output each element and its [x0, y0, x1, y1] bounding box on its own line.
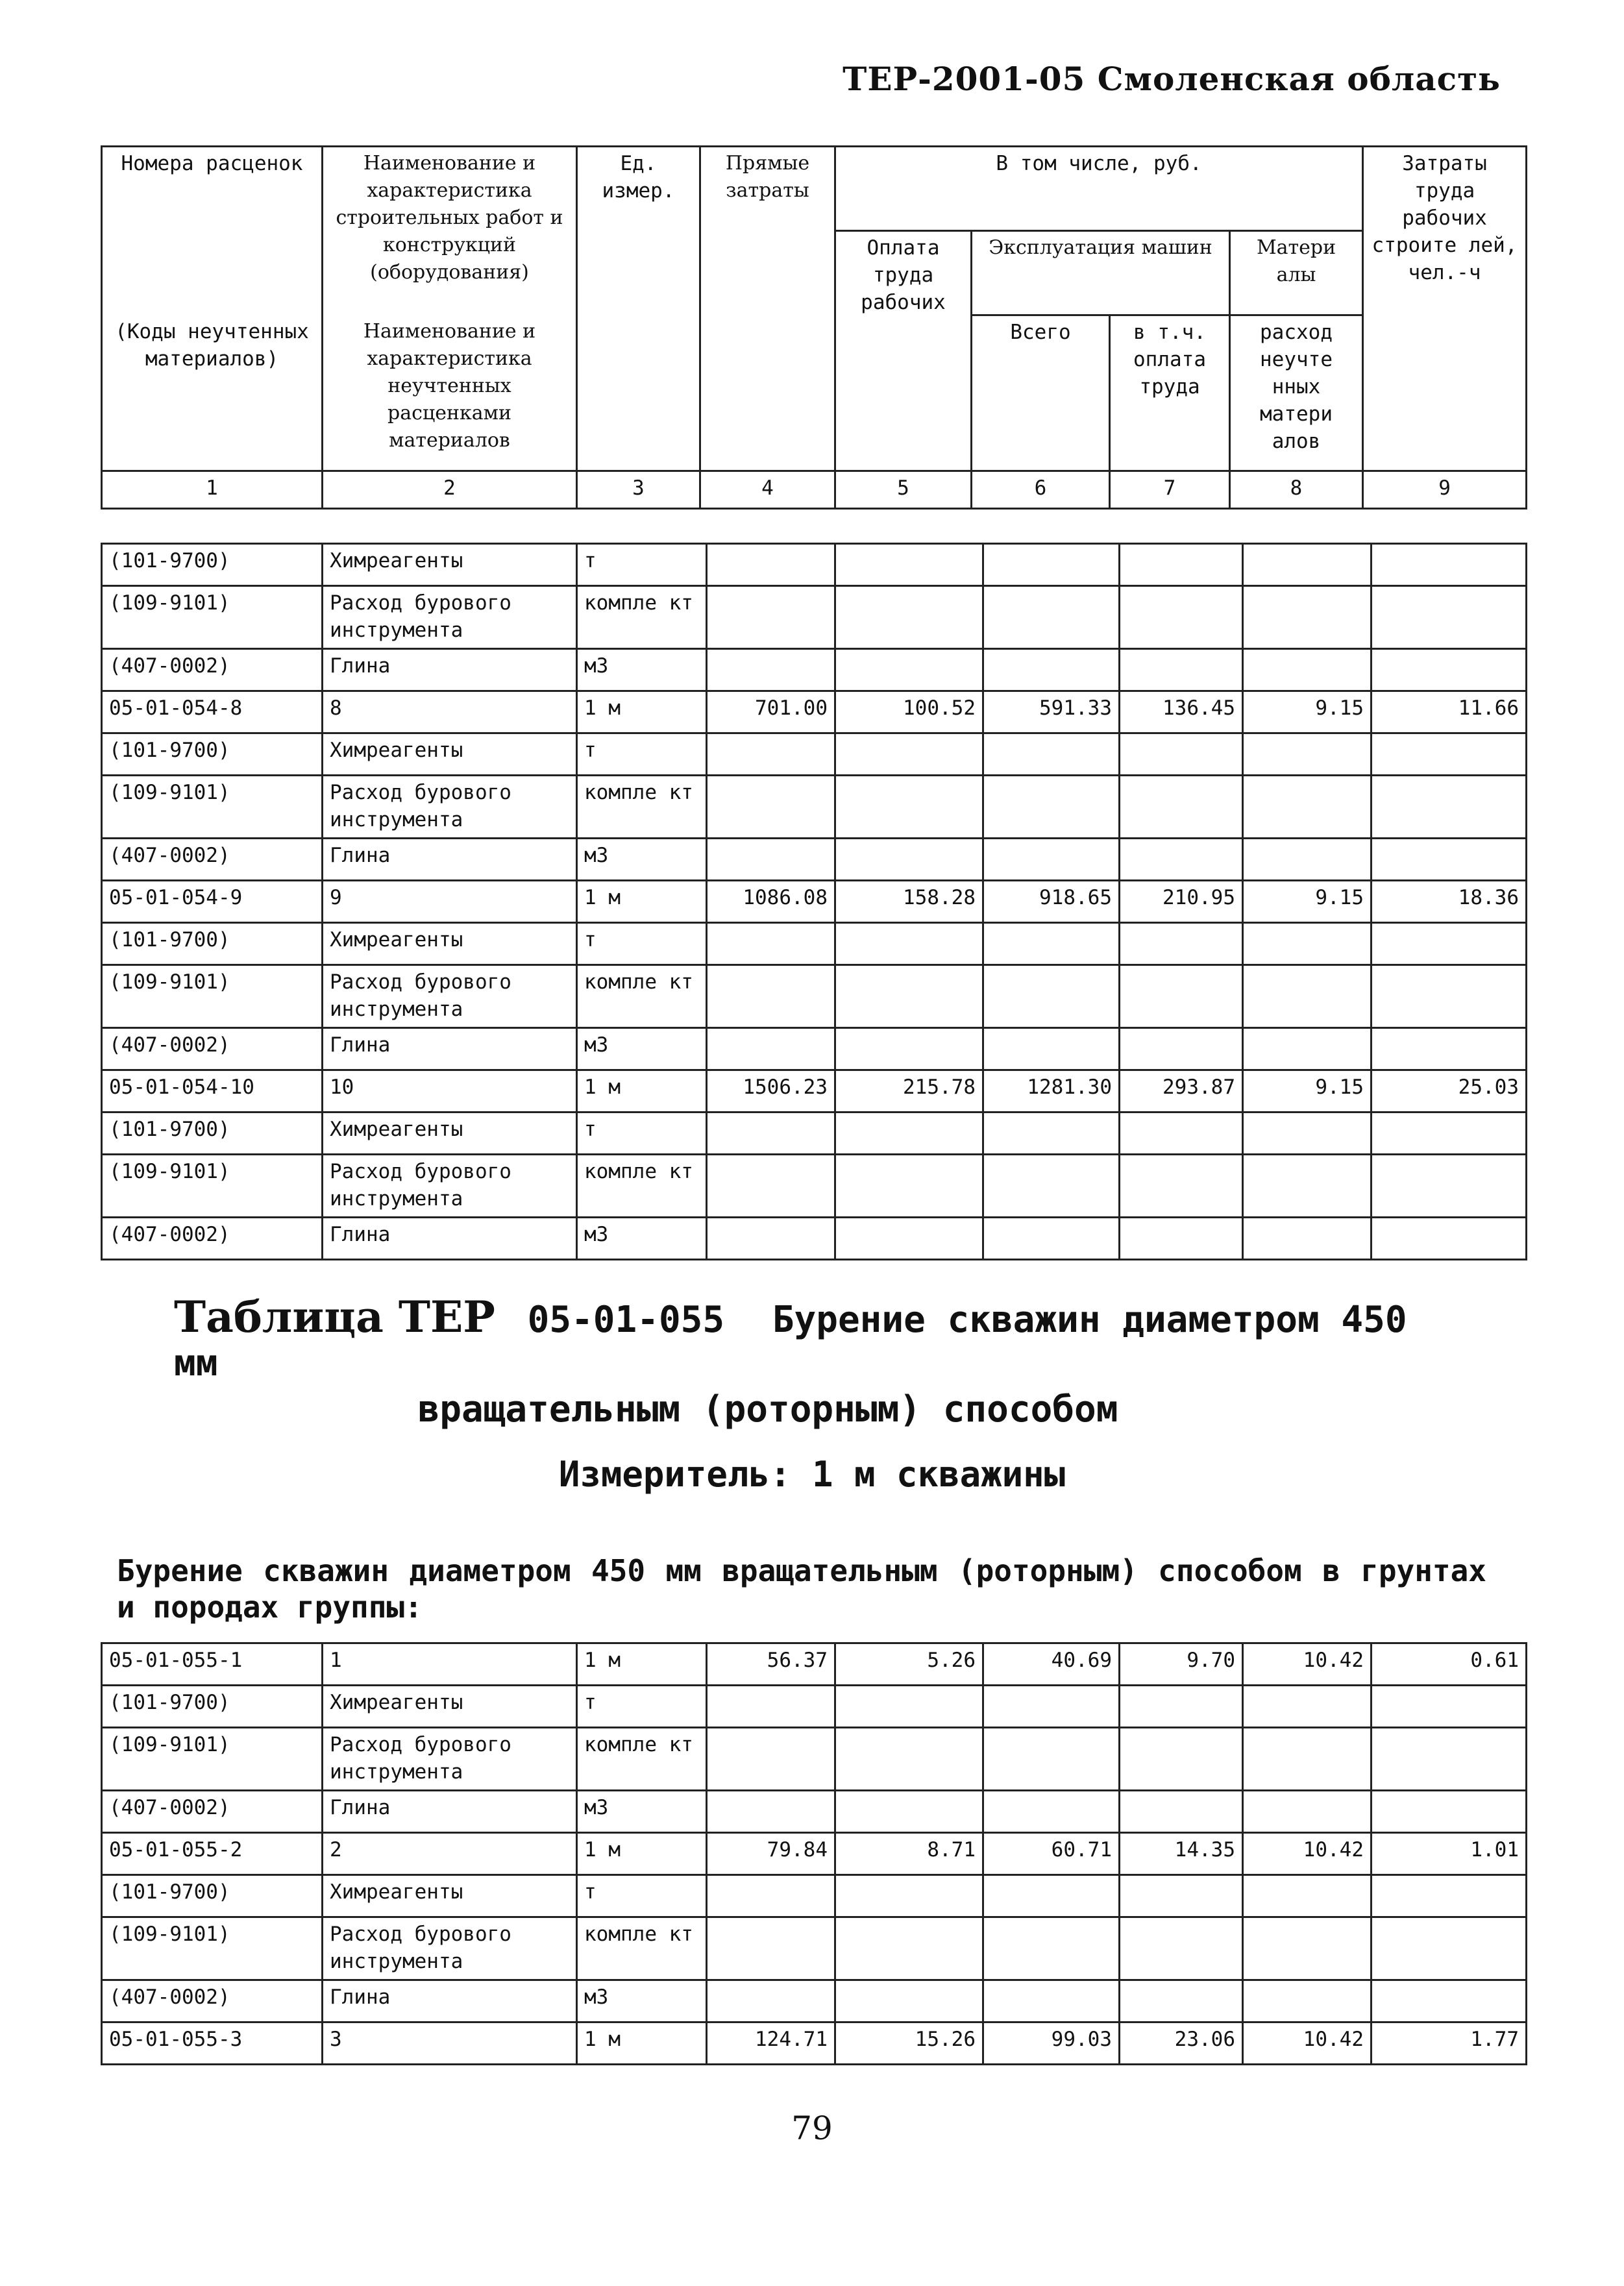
name-cell: 1	[323, 1643, 577, 1686]
value-cell	[1372, 1218, 1527, 1260]
name-cell: Глина	[323, 1791, 577, 1833]
value-cell: 9.15	[1243, 1070, 1372, 1112]
unit-cell: компле кт	[577, 776, 707, 839]
value-cell	[1243, 544, 1372, 586]
name-cell: Расход бурового инструмента	[323, 1155, 577, 1218]
value-cell	[983, 1155, 1120, 1218]
value-cell	[835, 923, 983, 965]
value-cell	[983, 649, 1120, 691]
value-cell	[1372, 1728, 1527, 1791]
value-cell	[1372, 544, 1527, 586]
value-cell	[983, 586, 1120, 649]
name-cell: Расход бурового инструмента	[323, 586, 577, 649]
value-cell	[1120, 1155, 1243, 1218]
rate-code-cell: (109-9101)	[102, 965, 323, 1028]
header-materials: Матери алы	[1230, 231, 1363, 315]
unit-cell: 1 м	[577, 881, 707, 923]
column-number: 2	[323, 471, 577, 509]
unit-cell: 1 м	[577, 2022, 707, 2065]
value-cell	[707, 1028, 835, 1070]
value-cell	[983, 923, 1120, 965]
value-cell	[1372, 1686, 1527, 1728]
value-cell	[1243, 839, 1372, 881]
table-row	[102, 733, 1527, 776]
column-number: 3	[577, 471, 700, 509]
value-cell	[1243, 1028, 1372, 1070]
value-cell	[707, 1686, 835, 1728]
rates-table-055	[101, 1642, 1527, 2065]
unit-cell: т	[577, 923, 707, 965]
value-cell: 10.42	[1243, 1643, 1372, 1686]
name-cell: 3	[323, 2022, 577, 2065]
unit-cell: т	[577, 1112, 707, 1155]
value-cell: 18.36	[1372, 881, 1527, 923]
header-machines-total: Всего	[972, 315, 1110, 471]
unit-cell: компле кт	[577, 965, 707, 1028]
unit-cell: 1 м	[577, 1643, 707, 1686]
value-cell	[835, 649, 983, 691]
name-cell: Химреагенты	[323, 1686, 577, 1728]
table-title-text: Бурение скважин диаметром 450 мм	[174, 1299, 1407, 1384]
name-cell: Глина	[323, 1218, 577, 1260]
value-cell	[1243, 1791, 1372, 1833]
table-title-text-line2: вращательным (роторным) способом	[417, 1388, 1118, 1431]
value-cell: 293.87	[1120, 1070, 1243, 1112]
value-cell	[1372, 1875, 1527, 1917]
value-cell	[1243, 1218, 1372, 1260]
table-row	[102, 1980, 1527, 2022]
name-cell: Расход бурового инструмента	[323, 1728, 577, 1791]
name-cell: 9	[323, 881, 577, 923]
table-row	[102, 1643, 1527, 1686]
value-cell	[835, 586, 983, 649]
value-cell	[1372, 839, 1527, 881]
page-number: 79	[791, 2109, 833, 2147]
value-cell: 215.78	[835, 1070, 983, 1112]
value-cell: 60.71	[983, 1833, 1120, 1875]
name-cell: 2	[323, 1833, 577, 1875]
value-cell	[1120, 649, 1243, 691]
value-cell	[1120, 1980, 1243, 2022]
rate-code-cell: (407-0002)	[102, 649, 323, 691]
value-cell	[1120, 1875, 1243, 1917]
value-cell	[1120, 733, 1243, 776]
rate-code-cell: (101-9700)	[102, 1875, 323, 1917]
value-cell	[983, 1875, 1120, 1917]
value-cell	[707, 733, 835, 776]
table-row	[102, 776, 1527, 839]
rate-code-cell: (101-9700)	[102, 1686, 323, 1728]
value-cell: 79.84	[707, 1833, 835, 1875]
table-row	[102, 1028, 1527, 1070]
value-cell	[707, 1917, 835, 1980]
unit-cell: т	[577, 733, 707, 776]
value-cell: 99.03	[983, 2022, 1120, 2065]
value-cell	[835, 776, 983, 839]
unit-cell: м3	[577, 1791, 707, 1833]
value-cell: 8.71	[835, 1833, 983, 1875]
value-cell	[983, 839, 1120, 881]
value-cell	[707, 1875, 835, 1917]
value-cell: 10.42	[1243, 2022, 1372, 2065]
table-row	[102, 1218, 1527, 1260]
table-title-lead: Таблица ТЕР	[174, 1292, 495, 1342]
table-row	[102, 881, 1527, 923]
value-cell	[707, 1155, 835, 1218]
value-cell	[983, 1728, 1120, 1791]
value-cell	[1120, 923, 1243, 965]
value-cell	[983, 776, 1120, 839]
value-cell	[1120, 1028, 1243, 1070]
value-cell	[1372, 1980, 1527, 2022]
table-row	[102, 1917, 1527, 1980]
rate-code-cell: (407-0002)	[102, 1028, 323, 1070]
page-header: ТЕР-2001-05 Смоленская область	[843, 60, 1501, 98]
value-cell	[835, 1917, 983, 1980]
value-cell	[1120, 586, 1243, 649]
value-cell	[1372, 776, 1527, 839]
value-cell: 1086.08	[707, 881, 835, 923]
value-cell	[835, 733, 983, 776]
value-cell: 136.45	[1120, 691, 1243, 733]
value-cell: 1.77	[1372, 2022, 1527, 2065]
section-description: Бурение скважин диаметром 450 мм вращательным (роторным) способом в грунтах и породах группы:	[117, 1553, 1486, 1625]
name-cell: 8	[323, 691, 577, 733]
value-cell	[1120, 544, 1243, 586]
rate-code-cell: (109-9101)	[102, 1155, 323, 1218]
table-row	[102, 839, 1527, 881]
value-cell: 100.52	[835, 691, 983, 733]
value-cell	[1243, 1112, 1372, 1155]
name-cell: Химреагенты	[323, 1875, 577, 1917]
value-cell	[1120, 839, 1243, 881]
unit-cell: м3	[577, 839, 707, 881]
value-cell: 701.00	[707, 691, 835, 733]
value-cell	[1243, 1917, 1372, 1980]
column-number: 8	[1230, 471, 1363, 509]
value-cell	[1120, 1112, 1243, 1155]
value-cell: 9.15	[1243, 881, 1372, 923]
table-row	[102, 1728, 1527, 1791]
value-cell: 918.65	[983, 881, 1120, 923]
value-cell	[835, 1218, 983, 1260]
table-row	[102, 649, 1527, 691]
table-row	[102, 1112, 1527, 1155]
name-cell: Химреагенты	[323, 923, 577, 965]
value-cell	[835, 1686, 983, 1728]
table-row	[102, 923, 1527, 965]
value-cell	[707, 544, 835, 586]
value-cell	[707, 1791, 835, 1833]
header-including: В том числе, руб.	[835, 147, 1363, 231]
table-row	[102, 1155, 1527, 1218]
table-title	[174, 1292, 1472, 1431]
value-cell	[1372, 923, 1527, 965]
header-work-name: Наименование и характеристика строительных работ и конструкций (оборудования)	[323, 147, 577, 315]
value-cell	[983, 733, 1120, 776]
name-cell: Глина	[323, 649, 577, 691]
name-cell: Расход бурового инструмента	[323, 776, 577, 839]
rate-code-cell: (101-9700)	[102, 544, 323, 586]
header-labor-pay: Оплата труда рабочих	[835, 231, 972, 471]
value-cell: 9.70	[1120, 1643, 1243, 1686]
value-cell	[835, 1875, 983, 1917]
unit-cell: компле кт	[577, 586, 707, 649]
value-cell	[707, 1728, 835, 1791]
rate-code-cell: (101-9700)	[102, 1112, 323, 1155]
unit-cell: компле кт	[577, 1728, 707, 1791]
value-cell	[835, 1791, 983, 1833]
value-cell: 5.26	[835, 1643, 983, 1686]
value-cell	[1243, 776, 1372, 839]
column-number: 4	[700, 471, 835, 509]
value-cell: 158.28	[835, 881, 983, 923]
table-row	[102, 1791, 1527, 1833]
rate-code-cell: (407-0002)	[102, 839, 323, 881]
value-cell	[835, 965, 983, 1028]
rate-code-cell: (109-9101)	[102, 586, 323, 649]
unit-cell: м3	[577, 649, 707, 691]
header-machines: Эксплуатация машин	[972, 231, 1230, 315]
table-row	[102, 1686, 1527, 1728]
unit-cell: 1 м	[577, 1070, 707, 1112]
column-number: 7	[1110, 471, 1230, 509]
value-cell	[1243, 1875, 1372, 1917]
value-cell	[983, 1218, 1120, 1260]
rate-code-cell: 05-01-055-1	[102, 1643, 323, 1686]
value-cell	[1120, 1728, 1243, 1791]
header-labor-cost: Затраты труда рабочих строите лей, чел.-ч	[1363, 147, 1527, 471]
value-cell	[1243, 1728, 1372, 1791]
rate-code-cell: (101-9700)	[102, 733, 323, 776]
rate-code-cell: (109-9101)	[102, 1728, 323, 1791]
value-cell	[983, 1686, 1120, 1728]
header-rate-numbers: Номера расценок	[102, 147, 323, 315]
column-number: 1	[102, 471, 323, 509]
name-cell: Глина	[323, 1980, 577, 2022]
rate-code-cell: 05-01-054-10	[102, 1070, 323, 1112]
header-missing-codes: (Коды неучтенных материалов)	[102, 315, 323, 471]
name-cell: 10	[323, 1070, 577, 1112]
unit-cell: 1 м	[577, 1833, 707, 1875]
value-cell	[835, 1112, 983, 1155]
name-cell: Расход бурового инструмента	[323, 1917, 577, 1980]
header-direct-costs: Прямые затраты	[700, 147, 835, 471]
measure-unit: Измеритель: 1 м скважины	[558, 1454, 1066, 1495]
value-cell	[707, 586, 835, 649]
unit-cell: т	[577, 1875, 707, 1917]
header-numbers-row	[102, 471, 1527, 509]
value-cell	[835, 1155, 983, 1218]
rate-code-cell: (101-9700)	[102, 923, 323, 965]
table-row	[102, 1833, 1527, 1875]
value-cell	[1372, 733, 1527, 776]
value-cell	[1372, 1112, 1527, 1155]
name-cell: Химреагенты	[323, 733, 577, 776]
table-row	[102, 586, 1527, 649]
name-cell: Расход бурового инструмента	[323, 965, 577, 1028]
value-cell	[983, 544, 1120, 586]
rate-code-cell: (407-0002)	[102, 1791, 323, 1833]
value-cell: 1281.30	[983, 1070, 1120, 1112]
rate-code-cell: (407-0002)	[102, 1980, 323, 2022]
value-cell	[1372, 1917, 1527, 1980]
value-cell: 10.42	[1243, 1833, 1372, 1875]
value-cell	[835, 1728, 983, 1791]
unit-cell: м3	[577, 1980, 707, 2022]
value-cell	[983, 1917, 1120, 1980]
value-cell	[983, 1791, 1120, 1833]
value-cell	[1120, 1686, 1243, 1728]
value-cell	[1120, 776, 1243, 839]
value-cell: 40.69	[983, 1643, 1120, 1686]
table-row	[102, 544, 1527, 586]
value-cell	[1243, 1686, 1372, 1728]
name-cell: Химреагенты	[323, 1112, 577, 1155]
value-cell	[1243, 649, 1372, 691]
value-cell	[1372, 1791, 1527, 1833]
rate-code-cell: (407-0002)	[102, 1218, 323, 1260]
value-cell	[1243, 1980, 1372, 2022]
rates-table-054	[101, 543, 1527, 1260]
value-cell	[707, 1112, 835, 1155]
value-cell	[1372, 1155, 1527, 1218]
value-cell	[1372, 649, 1527, 691]
name-cell: Химреагенты	[323, 544, 577, 586]
value-cell	[983, 1112, 1120, 1155]
table-row	[102, 965, 1527, 1028]
unit-cell: м3	[577, 1218, 707, 1260]
value-cell	[983, 965, 1120, 1028]
header-unit: Ед. измер.	[577, 147, 700, 471]
header-materials-use: расход неучте нных матери алов	[1230, 315, 1363, 471]
table-row	[102, 2022, 1527, 2065]
column-number: 6	[972, 471, 1110, 509]
rate-code-cell: 05-01-054-9	[102, 881, 323, 923]
unit-cell: м3	[577, 1028, 707, 1070]
value-cell: 23.06	[1120, 2022, 1243, 2065]
value-cell	[983, 1028, 1120, 1070]
value-cell	[1243, 1155, 1372, 1218]
name-cell: Глина	[323, 1028, 577, 1070]
unit-cell: т	[577, 544, 707, 586]
value-cell: 11.66	[1372, 691, 1527, 733]
rate-code-cell: (109-9101)	[102, 1917, 323, 1980]
table-row	[102, 1875, 1527, 1917]
value-cell	[1243, 586, 1372, 649]
value-cell	[707, 923, 835, 965]
value-cell: 14.35	[1120, 1833, 1243, 1875]
value-cell	[1120, 1917, 1243, 1980]
value-cell	[983, 1980, 1120, 2022]
value-cell: 0.61	[1372, 1643, 1527, 1686]
value-cell	[1372, 586, 1527, 649]
value-cell	[707, 776, 835, 839]
value-cell: 210.95	[1120, 881, 1243, 923]
value-cell: 56.37	[707, 1643, 835, 1686]
rate-code-cell: 05-01-055-2	[102, 1833, 323, 1875]
value-cell	[1120, 1218, 1243, 1260]
value-cell: 1.01	[1372, 1833, 1527, 1875]
value-cell	[835, 544, 983, 586]
unit-cell: 1 м	[577, 691, 707, 733]
unit-cell: компле кт	[577, 1917, 707, 1980]
rate-code-cell: (109-9101)	[102, 776, 323, 839]
rate-code-cell: 05-01-055-3	[102, 2022, 323, 2065]
unit-cell: т	[577, 1686, 707, 1728]
header-missing-materials: Наименование и характеристика неучтенных расценками материалов	[323, 315, 577, 471]
table-row	[102, 691, 1527, 733]
value-cell	[707, 1980, 835, 2022]
value-cell: 591.33	[983, 691, 1120, 733]
value-cell	[707, 965, 835, 1028]
table-row	[102, 1070, 1527, 1112]
column-header-table	[101, 145, 1527, 510]
value-cell	[1243, 733, 1372, 776]
value-cell	[835, 1028, 983, 1070]
unit-cell: компле кт	[577, 1155, 707, 1218]
header-machines-labor: в т.ч. оплата труда	[1110, 315, 1230, 471]
value-cell: 15.26	[835, 2022, 983, 2065]
value-cell	[1120, 965, 1243, 1028]
value-cell	[1372, 965, 1527, 1028]
value-cell	[1243, 965, 1372, 1028]
value-cell	[1243, 923, 1372, 965]
value-cell: 1506.23	[707, 1070, 835, 1112]
column-number: 9	[1363, 471, 1527, 509]
table-title-code: 05-01-055	[527, 1299, 725, 1341]
value-cell: 25.03	[1372, 1070, 1527, 1112]
value-cell	[707, 1218, 835, 1260]
name-cell: Глина	[323, 839, 577, 881]
value-cell	[835, 839, 983, 881]
column-number: 5	[835, 471, 972, 509]
value-cell	[835, 1980, 983, 2022]
value-cell	[707, 649, 835, 691]
value-cell: 9.15	[1243, 691, 1372, 733]
value-cell	[707, 839, 835, 881]
value-cell	[1372, 1028, 1527, 1070]
value-cell: 124.71	[707, 2022, 835, 2065]
rate-code-cell: 05-01-054-8	[102, 691, 323, 733]
value-cell	[1120, 1791, 1243, 1833]
